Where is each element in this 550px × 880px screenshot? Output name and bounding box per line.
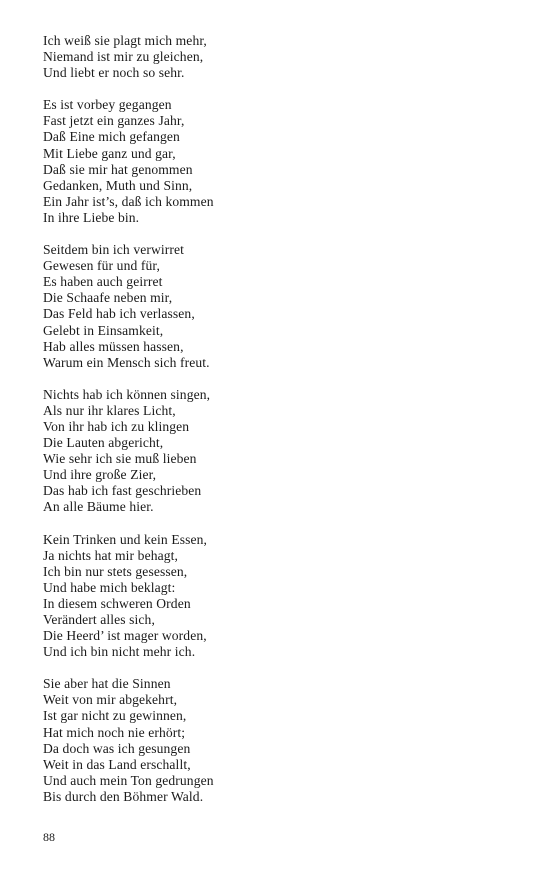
poem-line: Verändert alles sich, bbox=[43, 612, 155, 627]
poem-line: Warum ein Mensch sich freut. bbox=[43, 354, 210, 370]
poem-line: Nichts hab ich können singen, bbox=[43, 386, 211, 402]
poem-line: Hab alles müssen hassen, bbox=[43, 338, 184, 354]
poem-line: Es haben auch geirret bbox=[43, 274, 163, 290]
poem-line: Ich weiß sie plagt mich mehr, bbox=[43, 33, 207, 48]
poem-line: Niemand ist mir zu gleichen, bbox=[43, 49, 204, 65]
poem-line: Kein Trinken und kein Essen, bbox=[43, 531, 208, 547]
stanza-3 bbox=[43, 242, 523, 371]
stanza-6 bbox=[43, 676, 523, 805]
poem-line: Und habe mich beklagt: bbox=[43, 579, 176, 595]
poem-line: Gelebt in Einsamkeit, bbox=[43, 322, 164, 338]
poem-line: Es ist vorbey gegangen bbox=[43, 97, 172, 113]
poem-line: Und ich bin nicht mehr ich. bbox=[43, 644, 196, 660]
poem-line: Ist gar nicht zu gewinnen, bbox=[43, 708, 187, 724]
poem-line: Die Lauten abgericht, bbox=[43, 435, 164, 451]
stanza-1 bbox=[43, 33, 523, 81]
poem-line: Ein Jahr ist’s, daß ich kommen bbox=[43, 193, 214, 209]
stanza-4 bbox=[43, 387, 523, 516]
poem-line: Fast jetzt ein ganzes Jahr, bbox=[43, 113, 185, 129]
poem-line: Die Schaafe neben mir, bbox=[43, 290, 173, 306]
stanza-5 bbox=[43, 532, 523, 661]
poem-line: In diesem schweren Orden bbox=[43, 595, 191, 611]
poem-line: Bis durch den Böhmer Wald. bbox=[43, 788, 204, 804]
page-number: 88 bbox=[43, 830, 55, 844]
poem-line: Und ihre große Zier, bbox=[43, 467, 157, 483]
poem-line: Mit Liebe ganz und gar, bbox=[43, 145, 176, 161]
poem-line: Und liebt er noch so sehr. bbox=[43, 65, 185, 81]
poem-line: Gedanken, Muth und Sinn, bbox=[43, 177, 193, 193]
poem-line: Daß sie mir hat genommen bbox=[43, 161, 193, 177]
poem-line: Gewesen für und für, bbox=[43, 258, 160, 274]
poem-line: Ich bin nur stets gesessen, bbox=[43, 563, 188, 579]
poem-line: Die Heerd’ ist mager worden, bbox=[43, 628, 207, 644]
poem-line: Weit von mir abgekehrt, bbox=[43, 692, 178, 708]
poem-line: Das hab ich fast geschrieben bbox=[43, 483, 202, 499]
poem-line: In ihre Liebe bin. bbox=[43, 209, 140, 225]
poem-line: Als nur ihr klares Licht, bbox=[43, 402, 176, 418]
poem-line: Daß Eine mich gefangen bbox=[43, 129, 180, 145]
poem-line: Da doch was ich gesungen bbox=[43, 740, 191, 756]
poem-line: Weit in das Land erschallt, bbox=[43, 756, 191, 772]
poem-line: Und auch mein Ton gedrungen bbox=[43, 772, 214, 788]
poem-line: Wie sehr ich sie muß lieben bbox=[43, 451, 197, 467]
poem-line: Das Feld hab ich verlassen, bbox=[43, 306, 195, 322]
poem-line: Hat mich noch nie erhört; bbox=[43, 724, 186, 740]
poem-line: Ja nichts hat mir behagt, bbox=[43, 547, 179, 563]
poem-text bbox=[43, 33, 523, 821]
poem-line: Seitdem bin ich verwirret bbox=[43, 242, 185, 258]
stanza-2 bbox=[43, 97, 523, 226]
poem-line: An alle Bäume hier. bbox=[43, 499, 154, 515]
poem-line: Sie aber hat die Sinnen bbox=[43, 676, 171, 692]
poem-line: Von ihr hab ich zu klingen bbox=[43, 418, 190, 434]
